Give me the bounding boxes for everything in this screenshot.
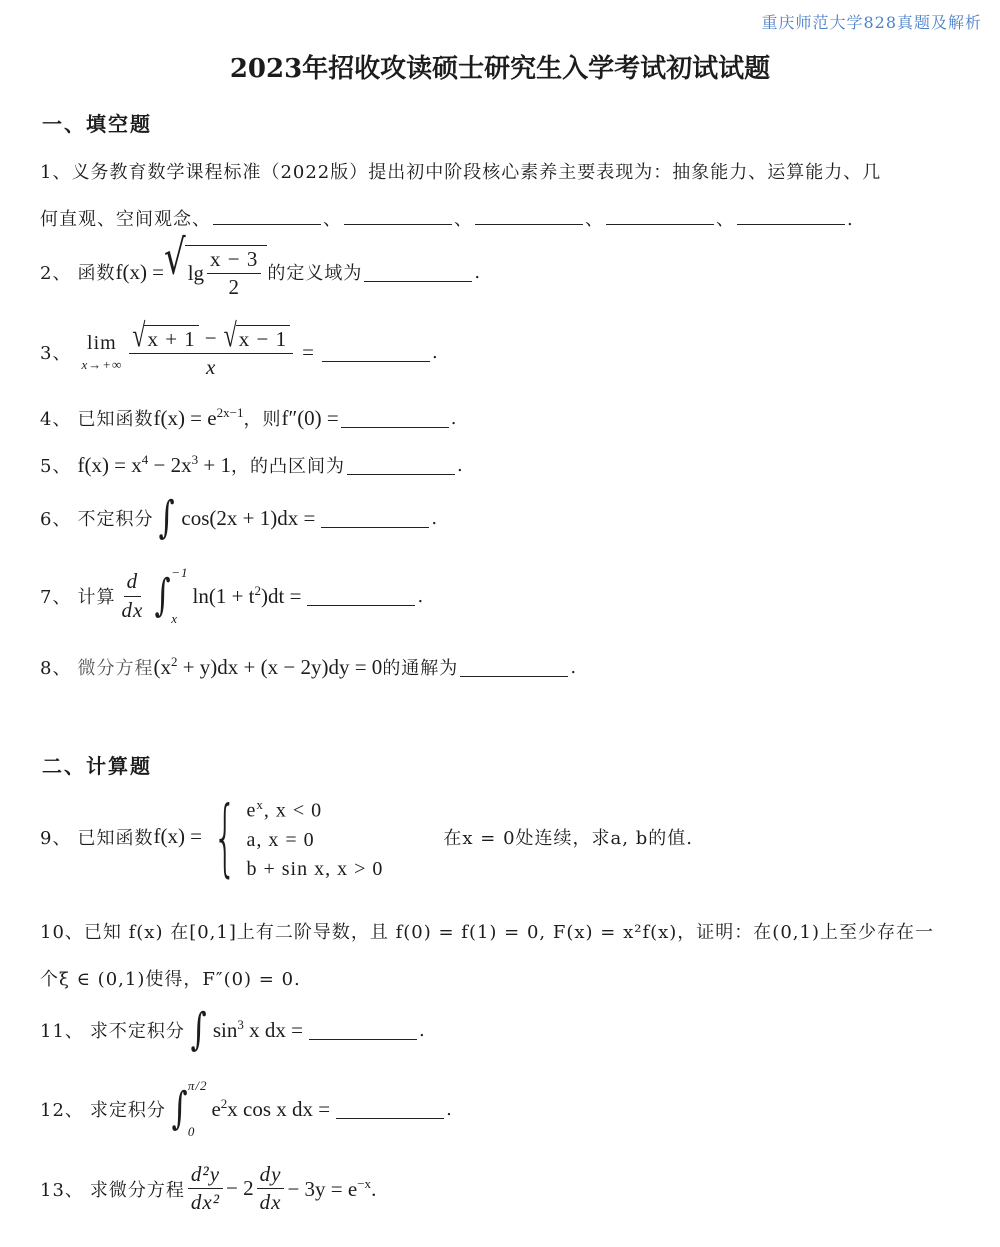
comma: 、 (454, 209, 473, 230)
integral-sign-icon: ∫ (190, 1004, 208, 1055)
question-13 (40, 1163, 376, 1214)
limit-operator (81, 332, 122, 373)
integral-sign-icon: ∫ (159, 492, 176, 543)
question-7-text: 计算 (77, 587, 116, 608)
radical-icon: √ (164, 229, 187, 286)
question-1-line-1 (40, 158, 881, 184)
second-derivative-fraction (188, 1163, 223, 1214)
ode-expr (153, 654, 382, 680)
exponent: 2 (170, 654, 178, 669)
lower-limit: x (171, 611, 178, 626)
denominator: dx (259, 1190, 282, 1215)
answer-blank[interactable] (460, 658, 568, 677)
question-4 (40, 405, 458, 431)
answer-blank[interactable] (347, 456, 455, 475)
period: . (431, 507, 439, 529)
question-10-line-2 (40, 965, 301, 991)
answer-blank[interactable] (336, 1100, 444, 1119)
question-1-text-a: 义务教育数学课程标准（2022版）提出初中阶段核心素养主要表现为：抽象能力、运算能力、几 (71, 162, 882, 183)
answer-blank[interactable] (213, 206, 321, 225)
upper-limit: π/2 (187, 1078, 208, 1093)
exponent: 2 (220, 1096, 228, 1111)
expr-part: x cos x dx = (227, 1097, 331, 1121)
answer-blank[interactable] (344, 206, 452, 225)
exponent: 2 (254, 583, 262, 598)
piecewise-cases (246, 790, 383, 884)
question-2-text: 函数 (77, 263, 116, 285)
period: . (446, 1098, 453, 1120)
integral-sign-icon: ∫ (171, 1083, 189, 1134)
question-2 (40, 229, 482, 300)
period: . (456, 454, 464, 476)
answer-blank[interactable] (606, 206, 714, 225)
question-7 (40, 565, 424, 627)
answer-blank[interactable] (322, 343, 430, 362)
integrand-expr (213, 1017, 303, 1043)
question-13-text: 求微分方程 (89, 1179, 185, 1201)
question-1-text-b: 何直观、空间观念、 (40, 209, 211, 230)
answer-blank[interactable] (307, 587, 415, 606)
question-12 (40, 1078, 453, 1140)
upper-limit: −1 (171, 565, 189, 580)
exponent: 2x−1 (216, 405, 244, 420)
question-number: 4、 (40, 409, 72, 430)
lg-label: lg (187, 261, 205, 286)
expr-part: + y)dx + (x − 2y)dy = 0 (177, 655, 383, 679)
period: . (847, 209, 854, 230)
expr-part: − 3y = e (287, 1176, 358, 1201)
expr-part: + 1 (198, 453, 231, 477)
answer-blank[interactable] (341, 409, 449, 428)
question-number: 7、 (40, 587, 72, 608)
section-heading-calculation: 二、计算题 (42, 754, 152, 778)
question-2-suffix: 的定义域为 (267, 263, 363, 285)
case-base: e (246, 799, 257, 822)
period: . (450, 407, 458, 429)
left-brace-icon: { (213, 787, 238, 886)
exponent: 3 (237, 1017, 244, 1032)
question-number: 13、 (40, 1179, 84, 1201)
question-number: 10、 (40, 922, 84, 943)
answer-blank[interactable] (321, 509, 429, 528)
expr-base: f(x) = e (153, 406, 217, 430)
answer-blank[interactable] (737, 206, 845, 225)
comma: 、 (323, 209, 342, 230)
integral-limits (171, 565, 188, 627)
numerator: d (124, 570, 142, 596)
lower-limit: 0 (187, 1124, 196, 1139)
case-2: a, x = 0 (246, 828, 315, 851)
exponent: x (256, 797, 264, 812)
case-3: b + sin x, x > 0 (246, 857, 384, 880)
expr-part: ln(1 + t (192, 584, 255, 608)
comma: 、 (585, 209, 604, 230)
question-11-text: 求不定积分 (89, 1021, 185, 1042)
integrand-expr (193, 583, 302, 609)
numerator (129, 318, 293, 355)
case-1 (246, 790, 383, 826)
denominator: x (206, 355, 217, 380)
radical-icon: √ (223, 318, 238, 355)
integrand-expr: cos(2x + 1)dx = (181, 505, 316, 530)
section-heading-fill-blank: 一、填空题 (42, 112, 152, 136)
question-3 (40, 318, 439, 380)
function-expr: f(x) = (115, 259, 165, 284)
question-11 (40, 1004, 426, 1055)
function-expr (153, 405, 243, 431)
equals-sign: = (302, 339, 314, 364)
question-1-line-2 (40, 205, 854, 231)
question-number: 2、 (40, 263, 72, 285)
question-8-text: 微分方程 (77, 658, 154, 679)
question-5 (40, 452, 464, 478)
expr-part: x dx = (243, 1018, 303, 1042)
question-6 (40, 492, 439, 543)
question-number: 11、 (40, 1021, 84, 1042)
exam-title: 2023年招收攻读硕士研究生入学考试初试试题 (229, 54, 771, 84)
radical-icon: √ (132, 318, 147, 355)
question-number: 9、 (40, 827, 72, 849)
sqrt-expr (164, 229, 267, 300)
question-number: 5、 (40, 456, 72, 477)
expr-part: )dt = (261, 584, 302, 608)
case-condition: , x < 0 (263, 799, 323, 822)
question-number: 12、 (40, 1100, 84, 1121)
fraction (129, 318, 293, 380)
period: . (371, 1176, 377, 1201)
integral-limits (188, 1078, 208, 1140)
question-4-mid: ，则 (243, 409, 282, 430)
radicand-2: x − 1 (236, 325, 290, 351)
answer-blank[interactable] (475, 206, 583, 225)
question-10-text-a: 已知 f(x) 在[0,1]上有二阶导数，且 f(0) = f(1) = 0, F(x) = x²f(x)，证明：在(0,1)上至少存在一 (83, 922, 934, 943)
polynomial-expr (77, 452, 231, 478)
question-12-text: 求定积分 (89, 1100, 166, 1121)
question-9-text: 已知函数 (77, 827, 154, 849)
lim-label: lim (87, 331, 117, 354)
expr-part: (x (153, 655, 171, 679)
question-8 (40, 654, 577, 680)
integral-sign-icon: ∫ (154, 570, 172, 621)
question-number: 1、 (40, 162, 72, 183)
question-9 (40, 787, 693, 886)
watermark: 重庆师范大学828真题及解析 (761, 13, 982, 32)
question-6-text: 不定积分 (77, 509, 154, 530)
question-10-text-b: 个ξ ∈ (0,1)使得，F″(0) = 0. (40, 969, 301, 990)
expr-part: sin (212, 1018, 238, 1042)
question-9-suffix: 在x = 0处连续，求a, b的值. (443, 827, 693, 849)
numerator: x − 3 (207, 248, 261, 274)
period: . (417, 585, 425, 607)
lim-subscript: x→+∞ (81, 356, 123, 372)
derivative-operator (118, 570, 146, 621)
first-derivative-fraction (257, 1163, 285, 1214)
fraction (207, 248, 261, 299)
ode-rhs (287, 1176, 376, 1202)
numerator: dy (257, 1163, 285, 1189)
period: . (431, 341, 439, 363)
question-number: 3、 (40, 343, 72, 365)
question-5-suffix: ，的凸区间为 (230, 456, 345, 477)
denominator: dx (121, 597, 144, 622)
integrand-expr (211, 1096, 330, 1122)
question-number: 6、 (40, 509, 72, 530)
period: . (570, 656, 578, 678)
comma: 、 (716, 209, 735, 230)
exponent: −x (357, 1175, 372, 1191)
answer-blank[interactable] (309, 1021, 417, 1040)
denominator: 2 (228, 275, 240, 300)
expr-part: − 2x (148, 453, 192, 477)
expr-part: e (211, 1097, 221, 1121)
exponent: 4 (141, 452, 149, 467)
denominator: dx² (190, 1190, 221, 1215)
second-derivative-expr: f″(0) = (281, 405, 339, 430)
period: . (474, 261, 482, 283)
question-4-text: 已知函数 (77, 409, 154, 430)
expr-part: − 2 (226, 1176, 254, 1201)
question-number: 8、 (40, 658, 72, 679)
minus-sign: − (204, 325, 218, 350)
function-expr: f(x) = (153, 824, 203, 849)
numerator: d²y (188, 1163, 223, 1189)
question-8-suffix: 的通解为 (382, 658, 459, 679)
answer-blank[interactable] (364, 263, 472, 282)
exponent: 3 (191, 452, 199, 467)
question-10-line-1 (40, 918, 934, 944)
radicand-1: x + 1 (144, 325, 198, 351)
expr-part: f(x) = x (77, 453, 142, 477)
period: . (418, 1019, 426, 1041)
